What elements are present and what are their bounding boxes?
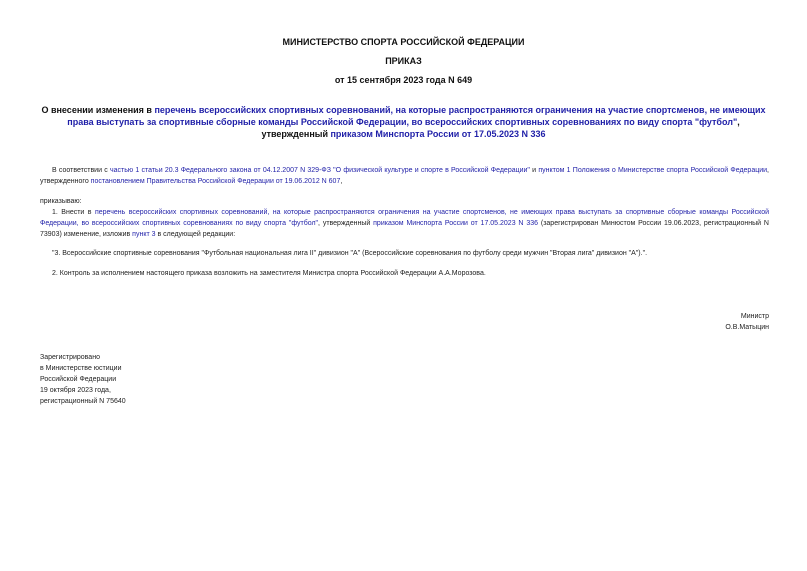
ministry-name: МИНИСТЕРСТВО СПОРТА РОССИЙСКОЙ ФЕДЕРАЦИИ xyxy=(282,37,525,47)
basis-link-regulation[interactable]: пунктом 1 Положения о Министерстве спорта Российской Федерации xyxy=(538,167,768,174)
registration-line-3: Российской Федерации xyxy=(40,376,117,383)
paragraph-quote: "3. Всероссийские спортивные соревнования "Футбольная национальная лига II" дивизион "А" (Всероссийские соревнования по футболу среди мужчин "Вторая лига" дивизион "А").". xyxy=(52,250,648,257)
registration-line-5: регистрационный N 75640 xyxy=(40,398,126,405)
paragraph-item-1 xyxy=(40,207,769,240)
basis-text-3: , утвержденного xyxy=(40,167,769,185)
item1-text-4: в следующей редакции: xyxy=(155,231,236,238)
document-type: ПРИКАЗ xyxy=(385,56,422,66)
item1-text-2: , утвержденный xyxy=(318,220,374,227)
item1-link-point3[interactable]: пункт 3 xyxy=(132,231,156,238)
basis-link-decree[interactable]: постановлением Правительства Российской Федерации от 19.06.2012 N 607 xyxy=(90,178,341,185)
item1-text-3: (зарегистрирован Минюстом России 19.06.2023, регистрационный N 73903) изменение, изложив xyxy=(40,220,769,238)
title-prefix: О внесении изменения в xyxy=(41,105,155,115)
basis-text-2: и xyxy=(529,167,539,174)
registration-block xyxy=(40,352,126,407)
registration-line-1: Зарегистрировано xyxy=(40,354,100,361)
item1-link-list[interactable]: перечень всероссийских спортивных соревнований, на которые распространяются ограничения на участие спортсменов, не имеющих права выступать за спортивные сборные команды Российской Федерации, во всероссийских спортивных соревнованиях по виду спорта "футбол" xyxy=(40,209,770,227)
basis-link-law[interactable]: частью 1 статьи 20.3 Федерального закона от 04.12.2007 N 329-ФЗ "О физической культуре и спорте в Российской Федерации" xyxy=(109,167,530,174)
signer-position: Министр xyxy=(740,313,769,320)
registration-line-2: в Министерстве юстиции xyxy=(40,365,122,372)
paragraph-order-word: приказываю: xyxy=(40,198,82,205)
basis-text-4: , xyxy=(340,178,343,185)
signature-block xyxy=(725,311,769,333)
paragraph-basis xyxy=(40,165,769,187)
signer-name: О.В.Матыцин xyxy=(725,324,769,331)
title-link-list[interactable]: перечень всероссийских спортивных соревнований, на которые распространяются ограничения на участие спортсменов, не имеющих права выступать за спортивные сборные команды Российской Федерации, во всероссийских спортивных соревнованиях по виду спорта "футбол" xyxy=(67,105,766,127)
paragraph-item-2: 2. Контроль за исполнением настоящего приказа возложить на заместителя Министра спорта Российской Федерации А.А.Морозова. xyxy=(52,270,486,277)
document-date: от 15 сентября 2023 года N 649 xyxy=(334,75,473,85)
title-middle: , утвержденный xyxy=(261,117,740,139)
item1-text-1: 1. Внести в xyxy=(52,209,95,216)
title-link-order[interactable]: приказом Минспорта России от 17.05.2023 N 336 xyxy=(330,129,546,139)
registration-line-4: 19 октября 2023 года, xyxy=(40,387,111,394)
document-title xyxy=(40,104,767,140)
basis-text-1: В соответствии с xyxy=(52,167,110,174)
item1-link-order[interactable]: приказом Минспорта России от 17.05.2023 N 336 xyxy=(373,220,539,227)
